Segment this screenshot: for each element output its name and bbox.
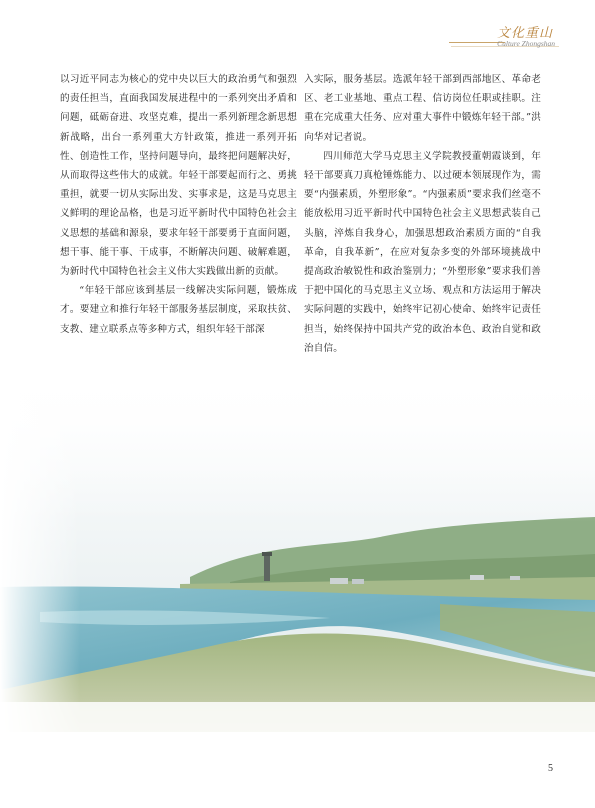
article-paragraph: 以习近平同志为核心的党中央以巨大的政治勇气和强烈的责任担当，直面我国发展进程中的一系列突出矛盾和问题，砥砺奋进、攻坚克难，提出一系列新理念新思想新战略，出台一系列重大方针政策，推进一系列开拓性、创造性工作，坚持问题导向，最终把问题解决好，从而取得这些伟大的成就。年轻干部要起而行之、勇挑重担，就要一切从实际出发、实事求是，这是马克思主义鲜明的理论品格，也是习近平新时代中国特色社会主义思想的基础和源泉，要求年轻干部要勇于直面问题，想干事、能干事、干成事，不断解决问题、破解难题，为新时代中国特色社会主义伟大实践做出新的贡献。 [60, 74, 297, 278]
masthead-brand-en: Culture Zhongshan [497, 39, 555, 48]
article-paragraph: “年轻干部应该到基层一线解决实际问题，锻炼成才。要建立和推行年轻干部服务基层制度，采取扶贫、支教、建立联系点等多种方式，组织年轻干部深 [60, 285, 297, 335]
masthead-brand-cn: 文化重山 [496, 26, 553, 41]
page-number: 5 [548, 763, 553, 774]
article-column-right [304, 70, 541, 358]
landscape-photo [0, 372, 595, 732]
article-column-left [60, 70, 297, 339]
article-paragraph: 入实际，服务基层。选派年轻干部到西部地区、革命老区、老工业基地、重点工程、信访岗位任职或挂职。注重在完成重大任务、应对重大事件中锻炼年轻干部。”洪向华对记者说。 [304, 74, 541, 143]
article-paragraph: 四川师范大学马克思主义学院教授董朝霞谈到，年轻干部要真刀真枪锤炼能力、以过硬本领展现作为，需要“内强素质，外塑形象”。“内强素质”要求我们丝毫不能放松用习近平新时代中国特色社会主义思想武装自己头脑，淬炼自我身心，加强思想政治素质方面的“自我革命，自我革新”，在应对复杂多变的外部环境挑战中提高政治敏锐性和政治鉴别力；“外塑形象”要求我们善于把中国化的马克思主义立场、观点和方法运用于解决实际问题的实践中，始终牢记初心使命、始终牢记责任担当，始终保持中国共产党的政治本色、政治自觉和政治自信。 [304, 150, 541, 354]
magazine-masthead [449, 22, 559, 62]
